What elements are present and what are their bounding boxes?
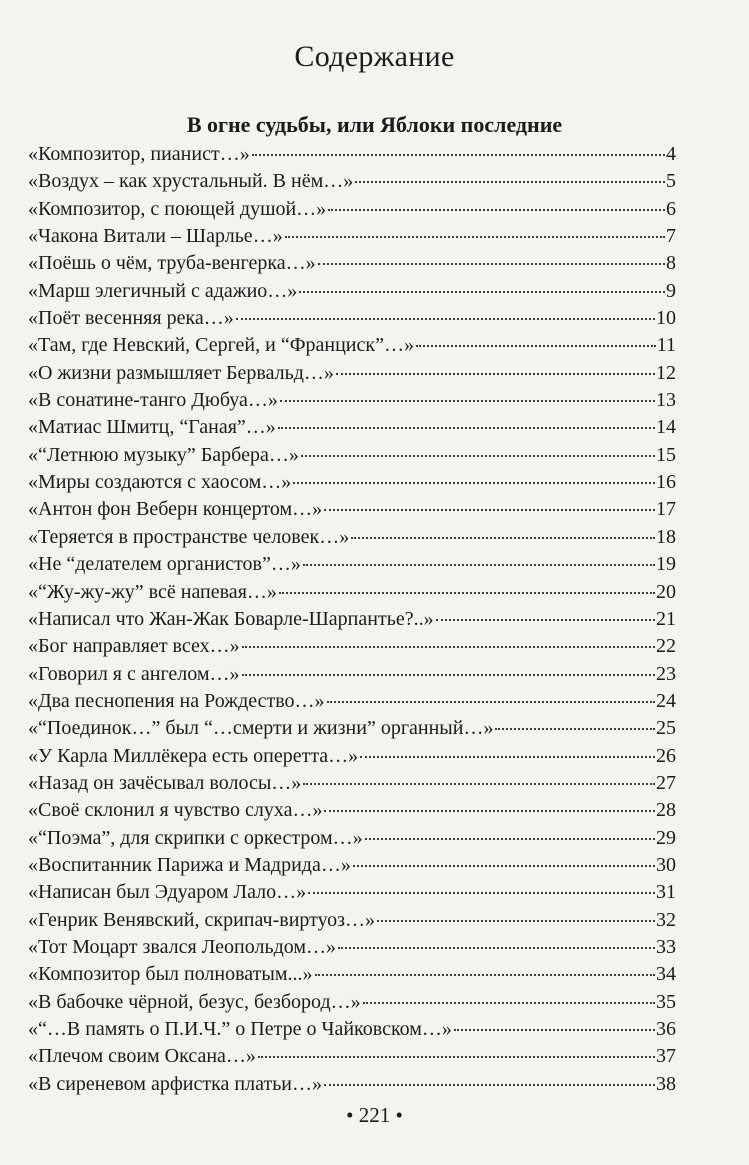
toc-entry-page: 28 [656,799,676,822]
toc-entry-page: 24 [656,689,676,712]
toc-entry [28,825,676,852]
toc-entry-title: «“Жу-жу-жу” всё напевая…» [28,580,277,603]
toc-entry [28,305,676,332]
toc-entry [28,989,676,1016]
toc-entry [28,360,676,387]
toc-entry-title: «Теряется в пространстве человек…» [28,525,350,548]
toc-entry-page: 20 [656,580,676,603]
toc-entry [28,524,676,551]
toc-entry-page: 34 [656,963,676,986]
dot-leader [353,865,655,867]
toc-entry-page: 27 [656,771,676,794]
toc-entry-title: «В бабочке чёрной, безус, безбород…» [28,990,361,1013]
dot-leader [315,974,656,976]
toc-entry-title: «В сиреневом арфистка платьи…» [28,1072,323,1095]
toc-entry [28,442,676,469]
dot-leader [303,783,655,785]
dot-leader [303,564,655,566]
toc-entry-title: «Композитор, пианист…» [28,143,250,165]
dot-leader [318,263,665,265]
dot-leader [355,181,665,183]
toc-entry-title: «Назад он зачёсывал волосы…» [28,771,302,794]
toc-entry-title: «Композитор, с поющей душой…» [28,197,327,220]
dot-leader [327,701,655,703]
toc-entry [28,770,676,797]
toc-entry-title: «Антон фон Веберн концертом…» [28,498,323,521]
dot-leader [365,838,655,840]
toc-entry-page: 11 [656,334,676,357]
toc-entry-title: «У Карла Миллёкера есть оперетта…» [28,744,359,767]
dot-leader [324,1084,655,1086]
toc-entry [28,715,676,742]
dot-leader [495,728,655,730]
toc-entry [28,934,676,961]
dot-leader [301,455,655,457]
toc-entry-title: «Матиас Шмитц, “Ганая”…» [28,416,276,439]
toc-entry-title: «Говорил я с ангелом…» [28,662,240,685]
toc-entry [28,743,676,770]
toc-entry-page: 29 [656,826,676,849]
dot-leader [278,427,655,429]
dot-leader [416,345,656,347]
toc-entry-title: «Генрик Венявский, скрипач-виртуоз…» [28,908,376,931]
dot-leader [279,592,655,594]
toc-entry-page: 12 [656,361,676,384]
toc-entry-page: 31 [656,881,676,904]
dot-leader [328,209,665,211]
toc-entry-title: «Марш элегичный с адажио…» [28,279,298,302]
toc-entry [28,797,676,824]
dot-leader [299,291,665,293]
toc-entry-page: 33 [656,935,676,958]
toc-entry-title: «Миры создаются с хаосом…» [28,471,292,494]
toc-entry-page: 16 [656,471,676,494]
toc-entry [28,633,676,660]
toc-entry-page: 17 [656,498,676,521]
dot-leader [242,674,655,676]
dot-leader [293,482,655,484]
toc-entry-title: «Воспитанник Парижа и Мадрида…» [28,853,351,876]
toc-entry-title: «“Поэма”, для скрипки с оркестром…» [28,826,363,849]
toc-entry [28,141,676,168]
toc-entry [28,661,676,688]
dot-leader [324,509,655,511]
toc-entry-title: «В сонатине-танго Дюбуа…» [28,389,278,412]
dot-leader [360,756,655,758]
toc-entry-title: «О жизни размышляет Бервальд…» [28,361,334,384]
toc-entry-page: 10 [656,307,676,330]
toc-entry [28,250,676,277]
toc-entry-page: 15 [656,443,676,466]
toc-entry-page: 36 [656,1018,676,1040]
toc-entry-title: «Чакона Витали – Шарлье…» [28,225,283,248]
toc-entry-page: 37 [656,1045,676,1068]
toc-entry-title: «Воздух – как хрустальный. В нём…» [28,170,354,193]
dot-leader [236,318,655,320]
dot-leader [285,236,665,238]
table-of-contents [28,141,676,1098]
toc-entry-page: 32 [656,908,676,931]
toc-entry-page: 38 [656,1072,676,1095]
toc-entry [28,168,676,195]
toc-entry-title: «Поёт весенняя река…» [28,307,234,330]
dot-leader [377,920,655,922]
dot-leader [336,373,655,375]
toc-entry-title: «Два песнопения на Рождество…» [28,689,325,712]
toc-entry [28,496,676,523]
toc-entry-page: 4 [666,143,676,165]
toc-entry [28,278,676,305]
toc-entry-title: «Не “делателем органистов”…» [28,553,301,576]
toc-entry [28,469,676,496]
toc-entry [28,196,676,223]
toc-entry [28,1016,676,1043]
toc-entry [28,1071,676,1098]
dot-leader [308,892,655,894]
dot-leader [258,1056,655,1058]
dot-leader [252,154,665,156]
toc-entry-page: 22 [656,635,676,658]
toc-entry-page: 30 [656,853,676,876]
toc-entry-title: «Плечом своим Оксана…» [28,1045,256,1068]
toc-entry-page: 7 [666,225,676,248]
section-title: В огне судьбы, или Яблоки последние [186,112,563,137]
toc-entry [28,879,676,906]
dot-leader [454,1029,655,1031]
toc-entry-title: «Композитор был полноватым...» [28,963,313,986]
toc-entry-page: 26 [656,744,676,767]
toc-entry [28,606,676,633]
toc-entry-title: «Написал что Жан-Жак Боварле-Шарпантье?..» [28,607,434,630]
dot-leader [280,400,655,402]
toc-entry [28,414,676,441]
page-title: Содержание [294,40,455,73]
dot-leader [324,810,655,812]
toc-entry-title: «“Поединок…” был “…смерти и жизни” органный…» [28,717,494,740]
toc-entry-title: «“Летнюю музыку” Барбера…» [28,443,299,466]
dot-leader [338,947,655,949]
toc-entry-page: 19 [656,553,676,576]
dot-leader [363,1002,655,1004]
toc-entry [28,387,676,414]
toc-entry-title: «Поёшь о чём, труба-венгерка…» [28,252,316,275]
toc-entry-title: «Своё склонил я чувство слуха…» [28,799,323,822]
toc-entry-page: 25 [656,717,676,740]
toc-entry [28,852,676,879]
toc-entry-page: 5 [666,170,676,193]
toc-entry [28,688,676,715]
toc-entry-title: «Написан был Эдуаром Лало…» [28,881,307,904]
toc-entry-page: 23 [656,662,676,685]
toc-entry-page: 14 [656,416,676,439]
toc-entry [28,1043,676,1070]
toc-entry-title: «“…В память о П.И.Ч.” о Петре о Чайковском…» [28,1018,452,1040]
page-number: • 221 • [346,1103,403,1127]
toc-entry-page: 13 [656,389,676,412]
toc-entry [28,332,676,359]
toc-entry [28,223,676,250]
toc-entry-page: 6 [666,197,676,220]
toc-entry [28,907,676,934]
dot-leader [242,646,655,648]
toc-entry [28,551,676,578]
toc-entry-page: 9 [666,279,676,302]
toc-entry-page: 35 [656,990,676,1013]
toc-entry [28,579,676,606]
toc-entry-page: 18 [656,525,676,548]
toc-entry-page: 21 [656,607,676,630]
toc-entry-title: «Бог направляет всех…» [28,635,240,658]
dot-leader [436,619,655,621]
dot-leader [351,537,655,539]
toc-entry-title: «Тот Моцарт звался Леопольдом…» [28,935,337,958]
toc-entry-title: «Там, где Невский, Сергей, и “Франциск”…» [28,334,414,357]
toc-entry [28,961,676,988]
toc-entry-page: 8 [666,252,676,275]
